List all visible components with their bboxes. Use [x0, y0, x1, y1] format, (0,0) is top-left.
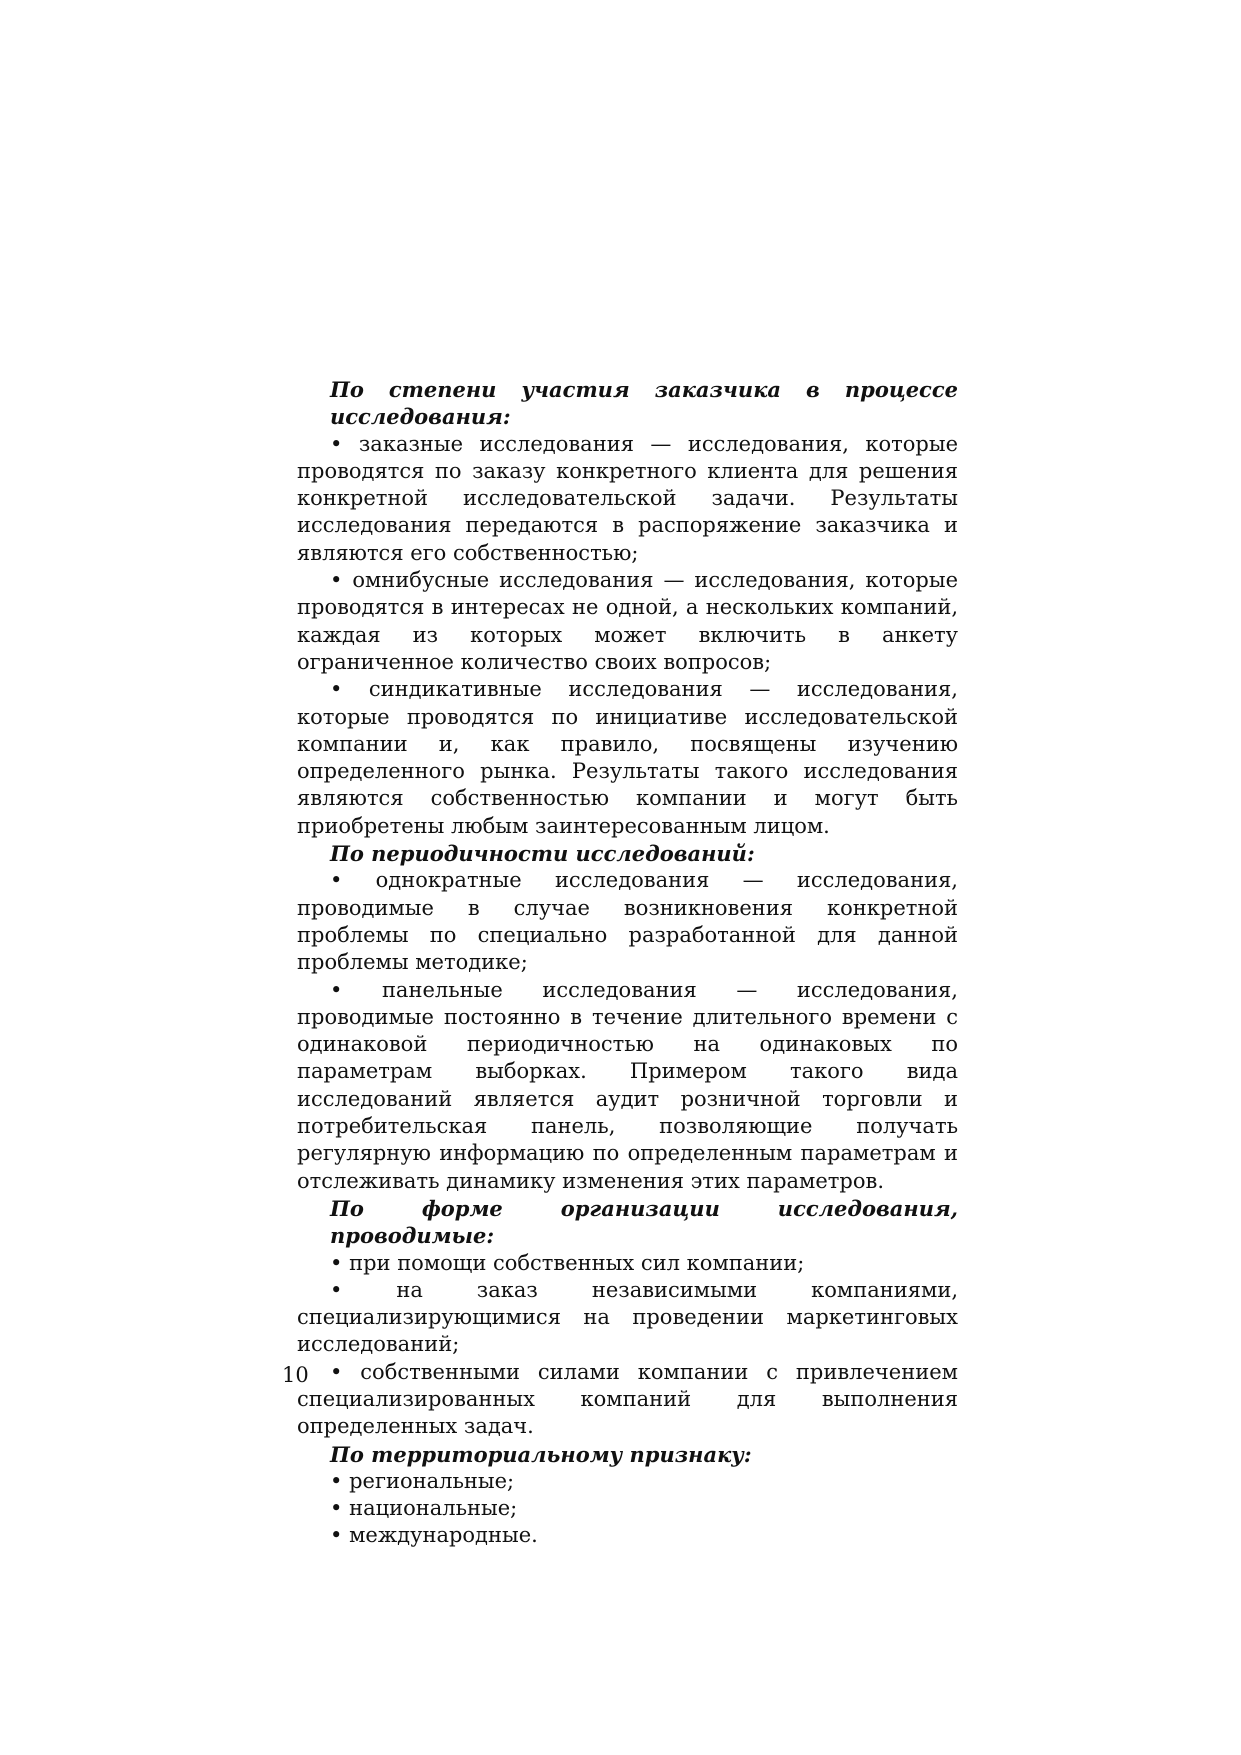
list-item-text: региональные; [349, 1468, 515, 1493]
list-item-text: собственными силами компании с привлечением специализированных компаний для выполнения определенных задач. [297, 1359, 958, 1439]
list-item-text: заказные исследования — исследования, которые проводятся по заказу конкретного клиента для решения конкретной исследовательской задачи. Результаты исследования передаются в распоряжение заказчика и являются его собственностью; [297, 431, 958, 565]
list-item [297, 431, 958, 567]
bullet-icon: • [330, 868, 343, 893]
bullet-icon: • [330, 677, 343, 702]
bullet-icon: • [330, 1359, 343, 1384]
page-body [297, 376, 958, 1550]
bullet-icon: • [330, 1250, 343, 1275]
list-item [297, 567, 958, 676]
bullet-icon: • [330, 431, 343, 456]
list-item-text: международные. [349, 1523, 538, 1548]
list-item-text: омнибусные исследования — исследования, которые проводятся в интересах не одной, а нескольких компаний, каждая из которых может включить в анкету ограниченное количество своих вопросов; [297, 568, 958, 674]
bullet-icon: • [330, 1523, 343, 1548]
list-item-text: при помощи собственных сил компании; [349, 1250, 805, 1275]
list-item [297, 1359, 958, 1441]
section-heading: По форме организации исследования, проводимые: [330, 1195, 958, 1249]
list-item [297, 1522, 958, 1549]
section-heading: По степени участия заказчика в процессе исследования: [330, 377, 958, 430]
list-item-text: на заказ независимыми компаниями, специализирующимися на проведении маркетинговых исследований; [297, 1277, 958, 1357]
list-item [297, 1250, 958, 1277]
list-item [297, 1468, 958, 1495]
list-item [297, 867, 958, 976]
list-item-text: национальные; [349, 1496, 518, 1521]
list-item [297, 977, 958, 1195]
bullet-icon: • [330, 1277, 343, 1302]
list-item [297, 1277, 958, 1359]
list-item-text: однократные исследования — исследования, проводимые в случае возникновения конкретной проблемы по специально разработанной для данной проблемы методике; [297, 868, 958, 975]
section-heading: По территориальному признаку: [330, 1441, 752, 1467]
bullet-icon: • [330, 1468, 343, 1493]
list-item [297, 676, 958, 840]
list-item-text: синдикативные исследования — исследования, которые проводятся по инициативе исследовательской компании и, как правило, посвящены изучению определенного рынка. Результаты такого исследования являются собственностью компании и могут быть приобретены любым заинтересованным лицом. [297, 677, 958, 838]
list-item [297, 1495, 958, 1522]
list-item-text: панельные исследования — исследования, проводимые постоянно в течение длительного времени с одинаковой периодичностью на одинаковых по параметрам выборках. Примером такого вида исследований является аудит розничной торговли и потребительская панель, позволяющие получать регулярную информацию по определенным параметрам и отслеживать динамику изменения этих параметров. [297, 977, 958, 1193]
bullet-icon: • [330, 1496, 343, 1521]
bullet-icon: • [330, 568, 343, 593]
bullet-icon: • [330, 977, 343, 1002]
page-number: 10 [282, 1363, 309, 1387]
section-heading: По периодичности исследований: [330, 841, 755, 867]
